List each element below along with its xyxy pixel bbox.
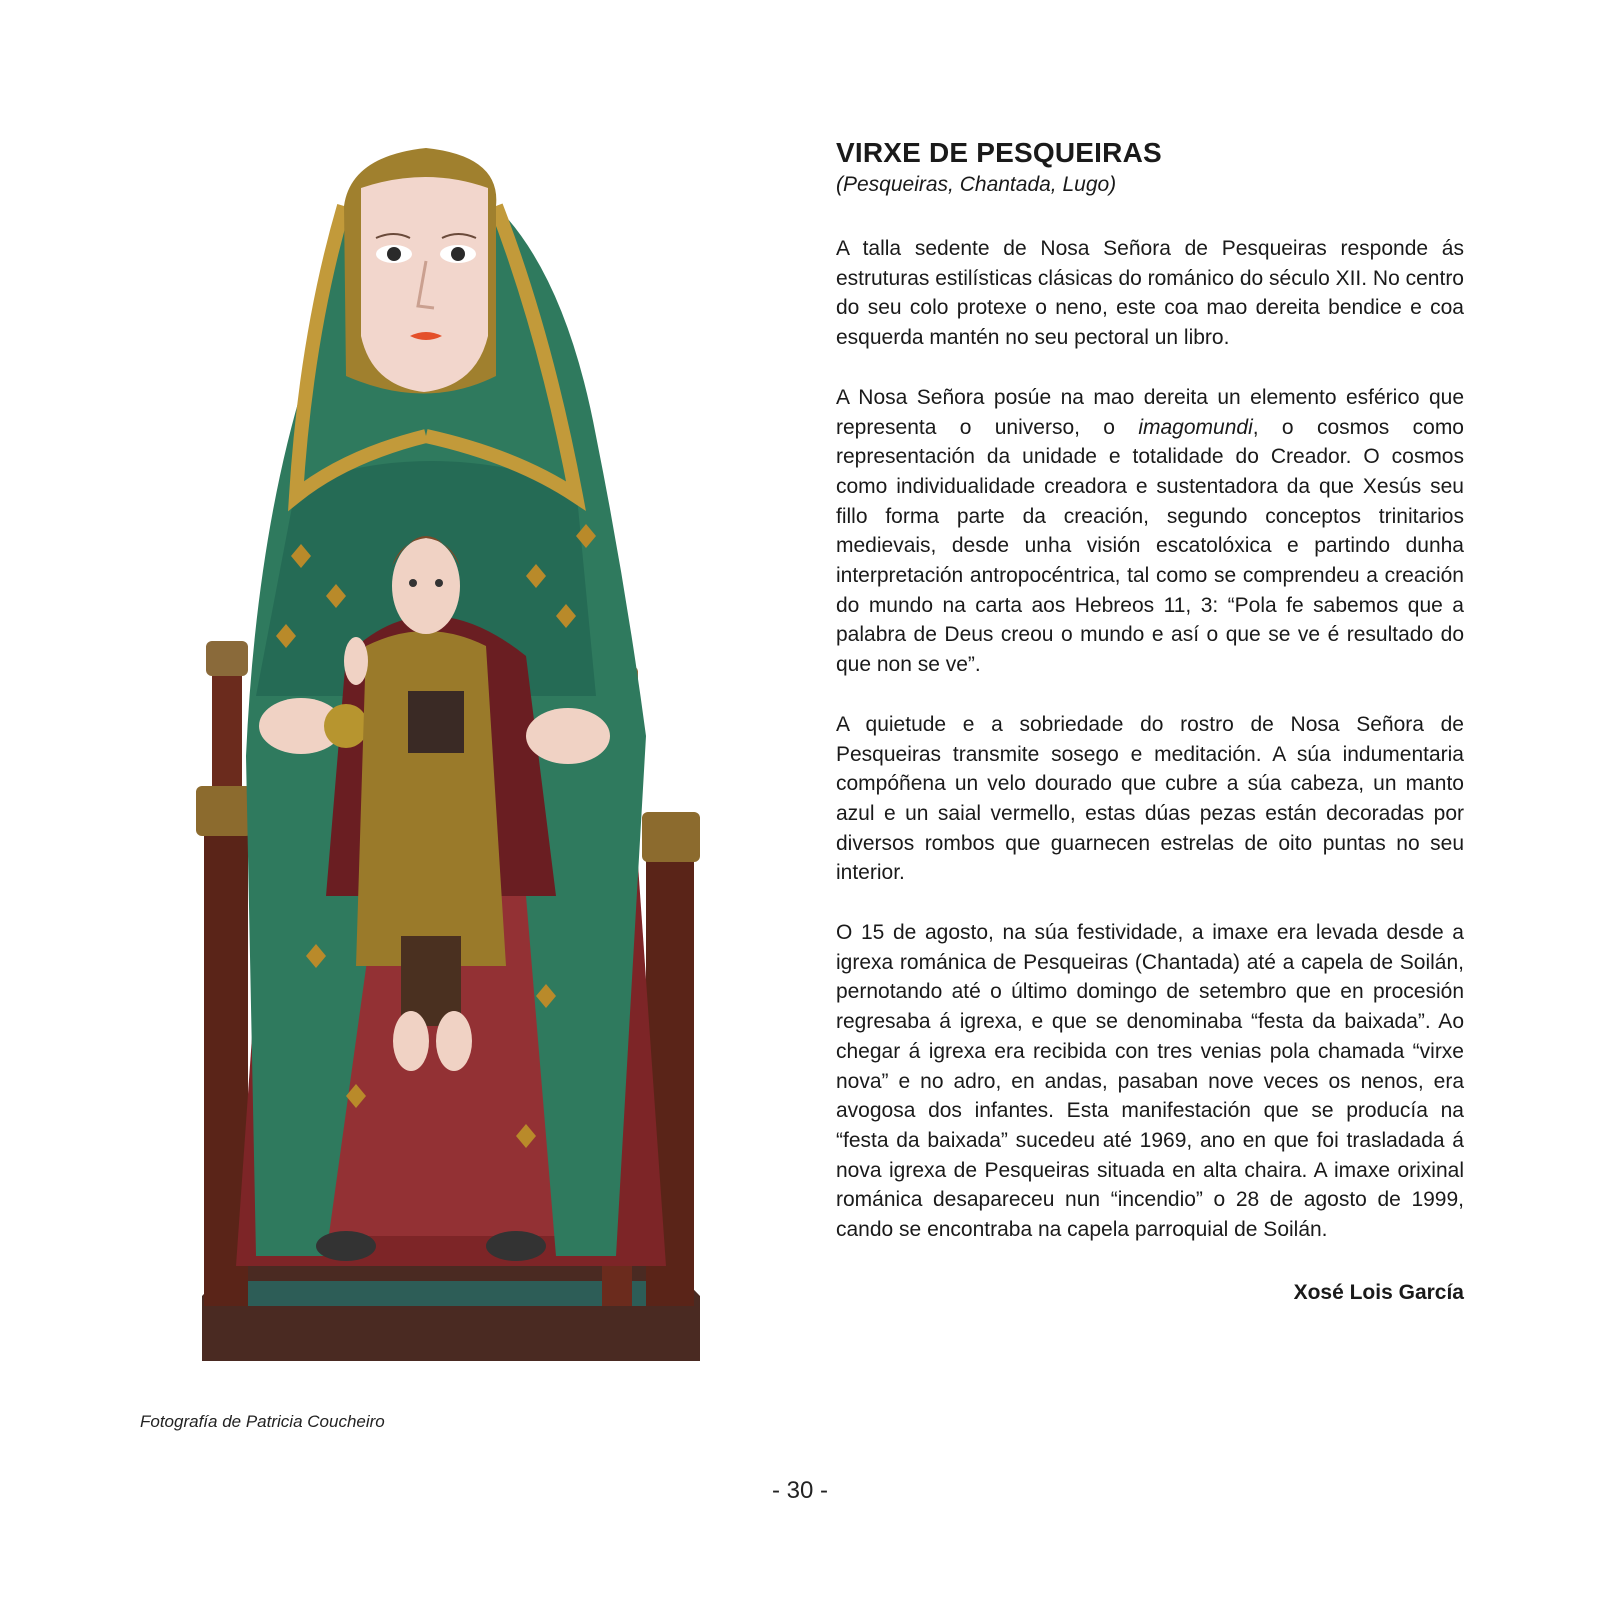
- photo-caption: Fotografía de Patricia Coucheiro: [140, 1412, 385, 1431]
- article-title: VIRXE DE PESQUEIRAS: [836, 137, 1162, 168]
- article-subtitle: (Pesqueiras, Chantada, Lugo): [836, 173, 1117, 196]
- paragraph-1: A talla sedente de Nosa Señora de Pesqueiras responde ás estruturas estilísticas clásicas do románico do século XII. No centro do seu colo protexe o neno, este coa mao dereita bendice e coa esquerda mantén no seu pectoral un libro.: [836, 237, 1464, 350]
- paragraph-2: A Nosa Señora posúe na mao dereita un elemento esférico que representa o universo, o imagomundi, o cosmos como representación da unidade e totalidade do Creador. O cosmos como individualidade creadora e sustentadora da que Xesús seu fillo forma parte da creación, segundo conceptos trinitarios medievais, desde unha visión escatolóxica e partindo dunha interpretación antropocéntrica, tal como se comprendeu a creación do mundo na carta aos Hebreos 11, 3: “Pola fe sabemos que a palabra de Deus creou o mundo e así o que se ve é resultado do que non se ve”.: [836, 385, 1464, 677]
- statue-photo: [196, 136, 706, 1368]
- page-number: - 30 -: [771, 1477, 828, 1504]
- virgin-statue-illustration: [196, 136, 706, 1368]
- paragraph-4: O 15 de agosto, na súa festividade, a imaxe era levada desde a igrexa románica de Pesqueiras (Chantada) até a capela de Soilán, pernotando até o último domingo de setembro que en procesión regresaba á igrexa, e que se denominaba “festa da baixada”. Ao chegar á igrexa era recibida con tres venias pola chamada “virxe nova” e no adro, en andas, pasaban nove veces os nenos, era avogosa dos infantes. Esta manifestación que se producía na “festa da baixada” sucedeu até 1969, ano en que foi trasladada á nova igrexa de Pesqueiras situada en alta chaira. A imaxe orixinal románica desapareceu nun “incendio” o 28 de agosto de 1999, cando se encontraba na capela parroquial de Soilán.: [836, 921, 1464, 1242]
- article-author: Xosé Lois García: [1293, 1280, 1464, 1304]
- paragraph-3: A quietude e a sobriedade do rostro de Nosa Señora de Pesqueiras transmite sosego e meditación. A súa indumentaria compóñena un velo dourado que cubre a súa cabeza, un manto azul e un saial vermello, estas dúas pezas están decoradas por diversos rombos que guarnecen estrelas de oito puntas no seu interior.: [836, 712, 1464, 885]
- imagomundi-term: imagomundi: [1138, 415, 1253, 439]
- article: [836, 136, 1464, 1305]
